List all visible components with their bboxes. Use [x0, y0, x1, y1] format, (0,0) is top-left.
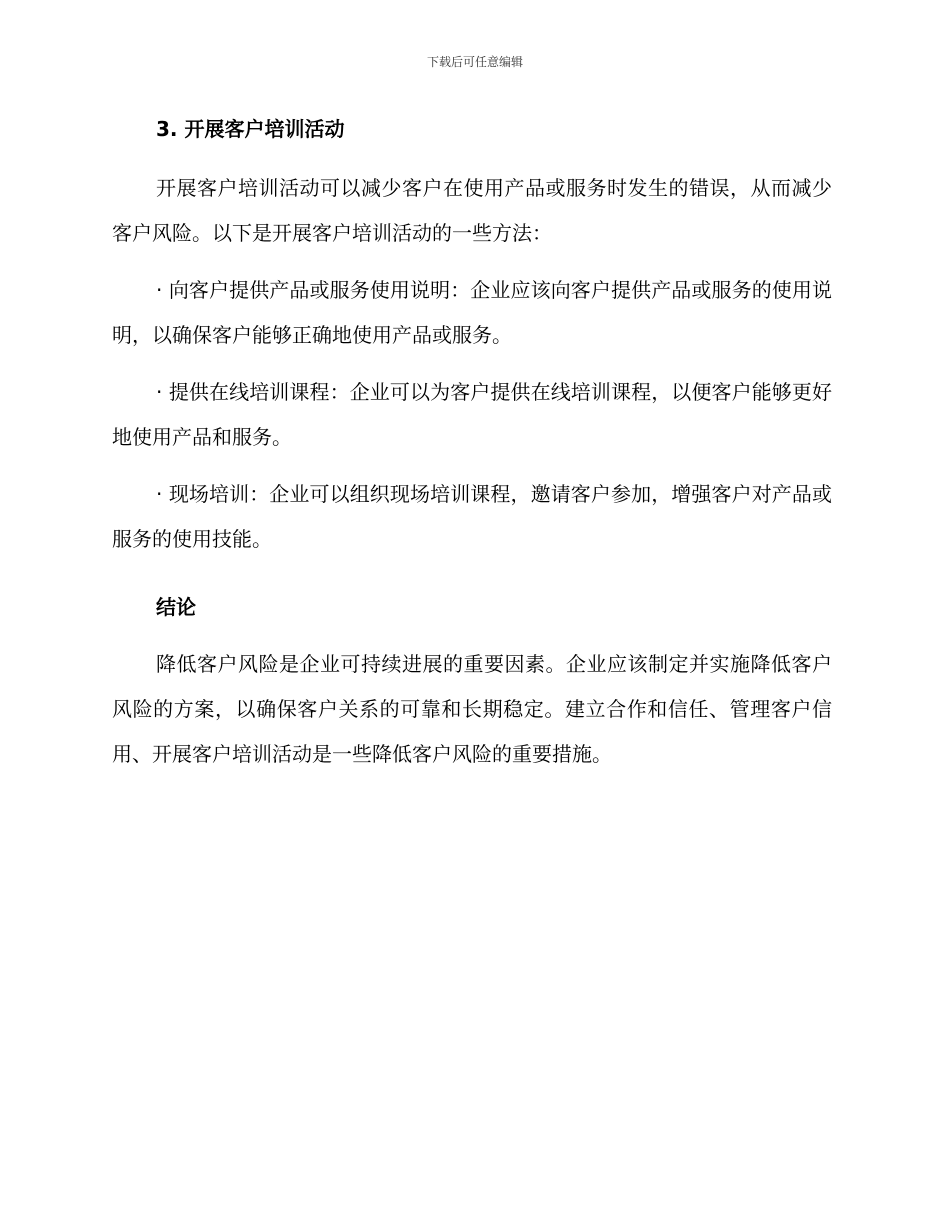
section-intro-paragraph: 开展客户培训活动可以减少客户在使用产品或服务时发生的错误，从而减少客户风险。以下是开展客户培训活动的一些方法： [112, 176, 832, 245]
conclusion-paragraph: 降低客户风险是企业可持续进展的重要因素。企业应该制定并实施降低客户风险的方案，以确保客户关系的可靠和长期稳定。建立合作和信任、管理客户信用、开展客户培训活动是一些降低客户风险的重要措施。 [112, 652, 832, 766]
bullet-online-training: · 提供在线培训课程：企业可以为客户提供在线培训课程，以便客户能够更好地使用产品和服务。 [112, 380, 832, 449]
bullet-usage-instructions: · 向客户提供产品或服务使用说明：企业应该向客户提供产品或服务的使用说明，以确保客户能够正确地使用产品或服务。 [112, 278, 832, 347]
section-heading: 3. 开展客户培训活动 [156, 117, 345, 141]
bullet-onsite-training: · 现场培训：企业可以组织现场培训课程，邀请客户参加，增强客户对产品或服务的使用技能。 [112, 482, 832, 551]
document-body [112, 112, 832, 789]
header-note: 下载后可任意编辑 [426, 55, 523, 69]
conclusion-heading: 结论 [156, 595, 196, 619]
